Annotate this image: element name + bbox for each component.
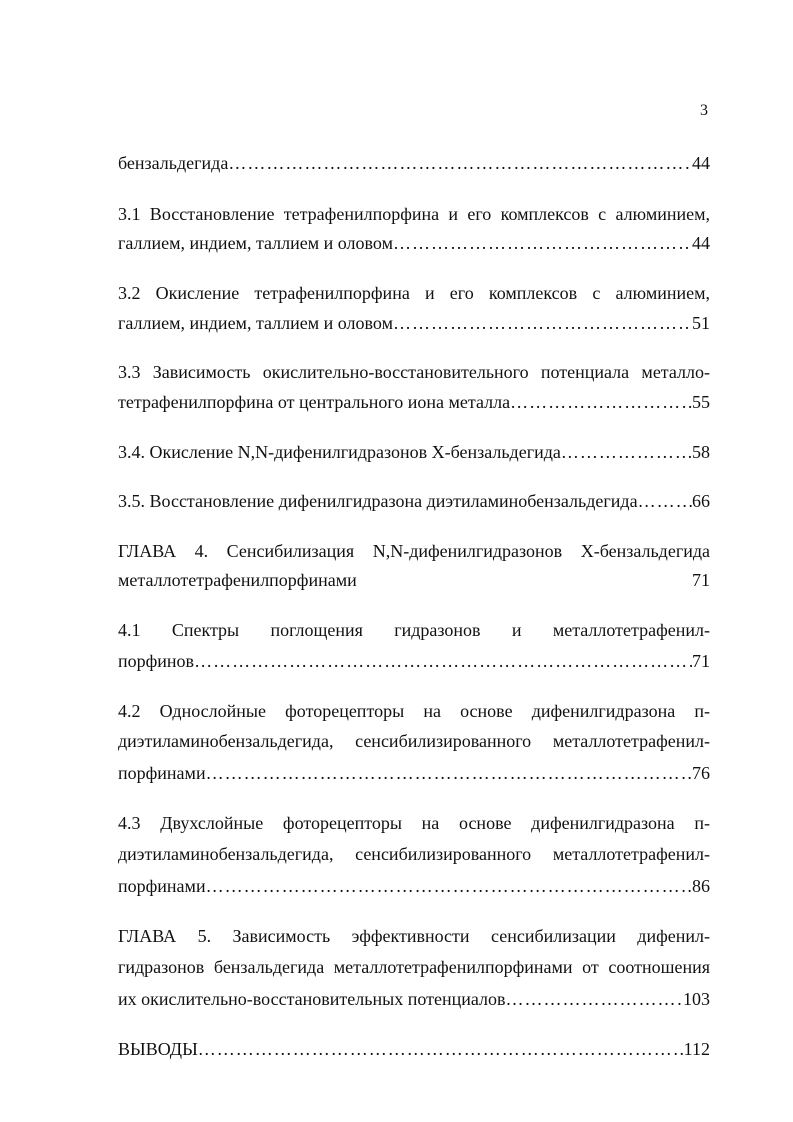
- toc-entry: [118, 874, 710, 898]
- toc-entry-title: 3.4. Окисление N,N-дифенилгидразонов X-бензальдегида: [118, 442, 561, 462]
- toc-entry-page: 44: [692, 153, 710, 173]
- toc-entry-line: 3.2 Окисление тетрафенилпорфина и его комплексов с алюминием,: [118, 283, 710, 303]
- toc-leader-dots: [194, 649, 692, 673]
- toc-entry: [118, 568, 710, 592]
- toc-entry-line: 3.1 Восстановление тетрафенилпорфина и его комплексов с алюминием,: [118, 204, 710, 224]
- toc-entry-title: их окислительно-восстановительных потенциалов: [118, 989, 506, 1009]
- toc-entry-title: порфинами: [118, 763, 206, 783]
- toc-leader-dots: [206, 874, 692, 898]
- toc-chapter-line: ГЛАВА 4. Сенсибилизация N,N-дифенилгидразонов X-бензальдегида: [118, 541, 710, 561]
- toc-leader-dots: [638, 489, 692, 513]
- toc-entry: [118, 231, 710, 255]
- toc-entry: [118, 440, 710, 464]
- toc-entry-page: 66: [692, 491, 710, 511]
- toc-leader-dots: [198, 1037, 684, 1061]
- toc-entry: [118, 987, 710, 1011]
- toc-leader-dots: [393, 311, 692, 335]
- toc-leader-dots: [505, 987, 683, 1011]
- toc-entry-line: 4.1 Спектры поглощения гидразонов и металлотетрафенил-: [118, 620, 710, 640]
- toc-entry-page: 103: [683, 989, 710, 1009]
- toc-entry-page: 76: [692, 763, 710, 783]
- toc-entry-title: ВЫВОДЫ: [118, 1039, 198, 1059]
- toc-entry: [118, 151, 710, 175]
- toc-chapter-line: гидразонов бензальдегида металлотетрафенилпорфинами от соотношения: [118, 957, 710, 977]
- toc-entry-page: 51: [692, 313, 710, 333]
- toc-entry-page: 71: [692, 651, 710, 671]
- toc-entry-title: порфинами: [118, 876, 206, 896]
- toc-chapter-line: ГЛАВА 5. Зависимость эффективности сенсибилизации дифенил-: [118, 926, 710, 946]
- toc-leader-dots: [393, 231, 692, 255]
- toc-entry-page: 112: [683, 1039, 710, 1059]
- toc-entry-title: тетрафенилпорфина от центрального иона металла: [118, 392, 511, 412]
- toc-entry-title: 3.5. Восстановление дифенилгидразона диэтиламинобензальдегида: [118, 491, 638, 511]
- toc-entry-line: 4.3 Двухслойные фоторецепторы на основе дифенилгидразона п-: [118, 813, 710, 833]
- toc-entry: [118, 761, 710, 785]
- toc-leader-dots: [510, 390, 692, 414]
- toc-entry: [118, 390, 710, 414]
- toc-entry-title: бензальдегида: [118, 153, 229, 173]
- toc-leader-dots: [228, 151, 692, 175]
- page-number: 3: [700, 102, 708, 119]
- toc-entry: [118, 1037, 710, 1061]
- toc-entry-page: 58: [692, 442, 710, 462]
- toc-entry-title: галлием, индием, таллием и оловом: [118, 233, 393, 253]
- toc-entry-page: 44: [692, 233, 710, 253]
- toc-leader-dots: [206, 761, 692, 785]
- toc-leader-dots: [561, 440, 692, 464]
- toc-entry-title: порфинов: [118, 651, 195, 671]
- toc-entry: [118, 649, 710, 673]
- toc-entry-line: диэтиламинобензальдегида, сенсибилизированного металлотетрафенил-: [118, 731, 710, 751]
- toc-entry-title: металлотетрафенилпорфинами: [118, 570, 357, 590]
- toc-entry-title: галлием, индием, таллием и оловом: [118, 313, 393, 333]
- toc-entry-page: 86: [692, 876, 710, 896]
- toc-entry: [118, 489, 710, 513]
- toc-entry: [118, 311, 710, 335]
- toc-entry-page: 71: [692, 570, 710, 590]
- toc-entry-page: 55: [692, 392, 710, 412]
- toc-entry-line: 3.3 Зависимость окислительно-восстановительного потенциала металло-: [118, 362, 710, 382]
- toc-entry-line: 4.2 Однослойные фоторецепторы на основе дифенилгидразона п-: [118, 701, 710, 721]
- toc-entry-line: диэтиламинобензальдегида, сенсибилизированного металлотетрафенил-: [118, 844, 710, 864]
